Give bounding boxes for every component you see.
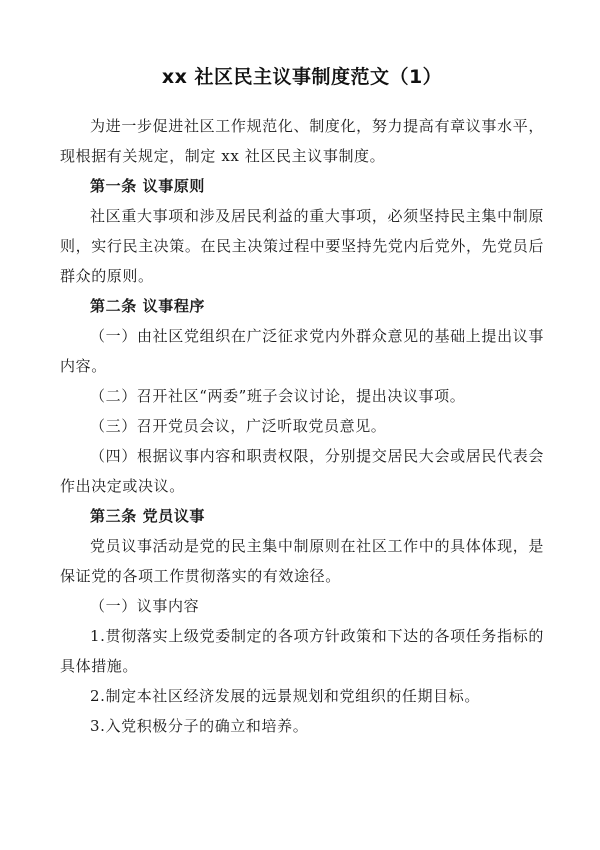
document-title: xx 社区民主议事制度范文（1） xyxy=(161,66,443,88)
article2-heading: 第二条 议事程序 xyxy=(90,297,206,315)
article2-item-2: （二）召开社区“两委”班子会议讨论，提出决议事项。 xyxy=(90,387,466,405)
document-page xyxy=(60,62,544,741)
article1-heading: 第一条 议事原则 xyxy=(90,177,206,195)
article1-body: 社区重大事项和涉及居民利益的重大事项，必须坚持民主集中制原则，实行民主决策。在民主决策过程中要坚持先党内后党外，先党员后群众的原则。 xyxy=(60,207,544,285)
article3-body: 党员议事活动是党的民主集中制原则在社区工作中的具体体现，是保证党的各项工作贯彻落实的有效途径。 xyxy=(60,537,544,585)
article2-item-3: （三）召开党员会议，广泛听取党员意见。 xyxy=(90,417,387,435)
article3-item-2: 2.制定本社区经济发展的远景规划和党组织的任期目标。 xyxy=(90,687,480,705)
article2-item-4: （四）根据议事内容和职责权限，分别提交居民大会或居民代表会作出决定或决议。 xyxy=(60,447,544,495)
article3-subheading: （一）议事内容 xyxy=(90,597,200,615)
article3-item-1: 1.贯彻落实上级党委制定的各项方针政策和下达的各项任务指标的具体措施。 xyxy=(60,627,544,675)
article3-item-3: 3.入党积极分子的确立和培养。 xyxy=(90,717,309,735)
intro-paragraph: 为进一步促进社区工作规范化、制度化，努力提高有章议事水平，现根据有关规定，制定 xx 社区民主议事制度。 xyxy=(60,117,544,165)
article2-item-1: （一）由社区党组织在广泛征求党内外群众意见的基础上提出议事内容。 xyxy=(60,327,544,375)
article3-heading: 第三条 党员议事 xyxy=(90,507,206,525)
